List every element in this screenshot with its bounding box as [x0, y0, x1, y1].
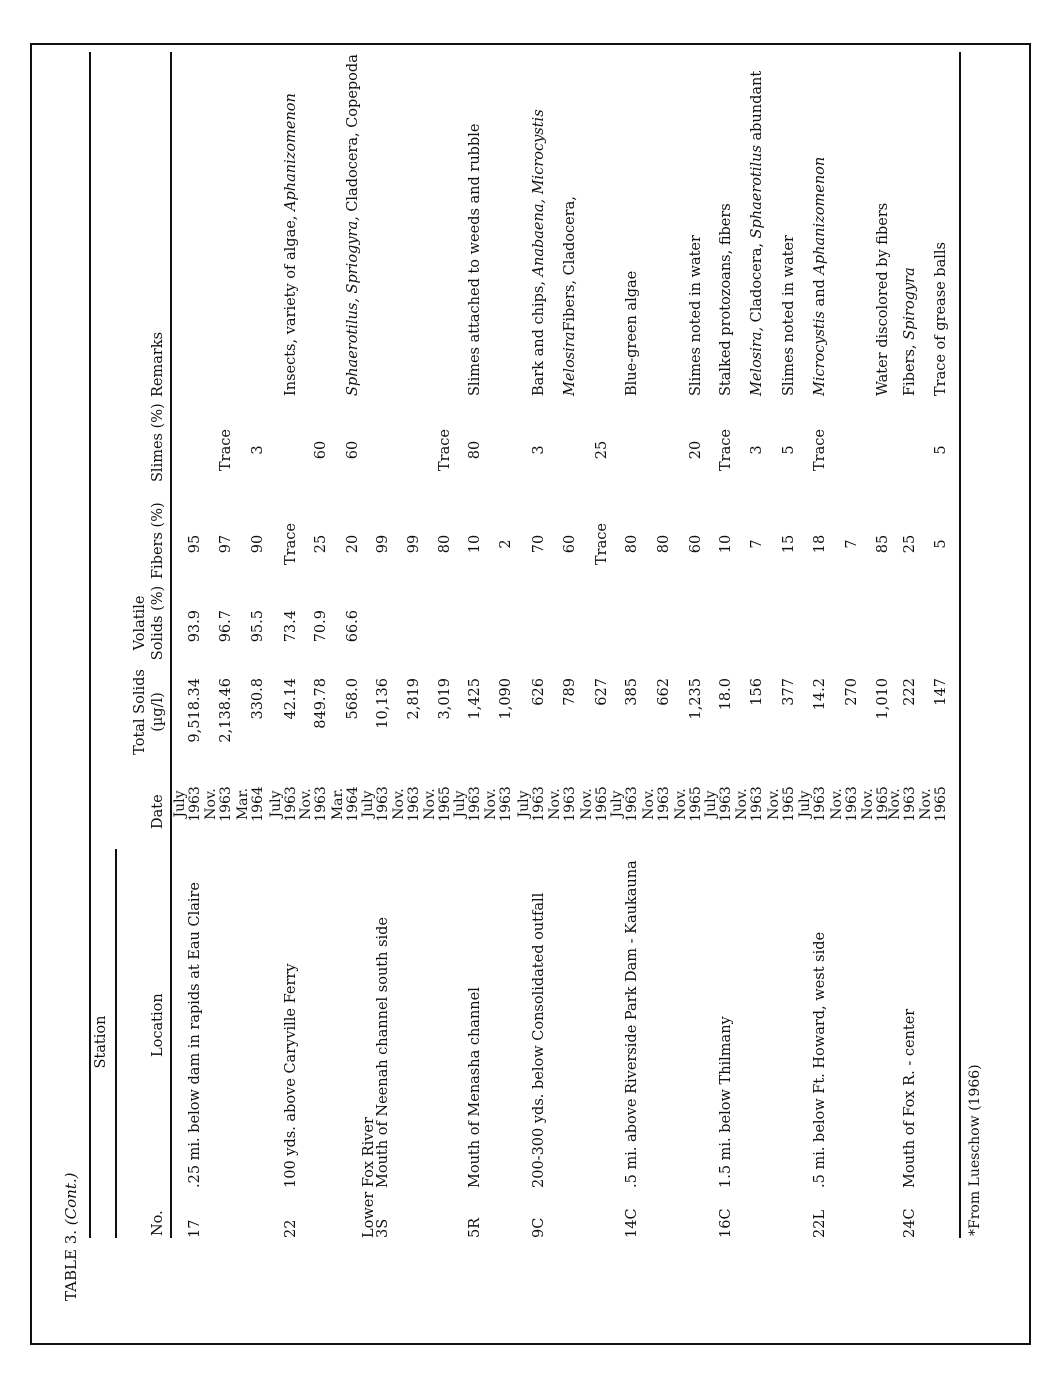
- date-month: July: [609, 790, 625, 818]
- table-cell-remarks: [689, 235, 704, 396]
- date-month: Nov.: [918, 788, 934, 820]
- date-year: 1963: [217, 786, 234, 822]
- table-cell-volatile-solids: 70.9: [313, 610, 329, 643]
- station-location: .25 mi. below dam in rapids at Eau Claire: [187, 881, 203, 1188]
- table-cell-fibers: 90: [250, 534, 266, 554]
- remarks-text: Melosira,: [749, 326, 765, 396]
- date-month: July: [360, 790, 376, 818]
- table-cell-slimes: 3: [250, 445, 266, 455]
- date-month: Nov.: [579, 788, 595, 820]
- date-year: 1963: [901, 786, 918, 822]
- station-no: 14C: [624, 1208, 640, 1238]
- date-year: 1965: [932, 786, 949, 822]
- remarks-text: Melosira: [562, 331, 578, 396]
- table-cell-total-solids: 9,518.34: [187, 678, 203, 743]
- table-cell-fibers: 15: [781, 534, 797, 554]
- table-cell-volatile-solids: 73.4: [283, 610, 299, 643]
- table-cell-remarks: [468, 124, 483, 396]
- table-cell-fibers: 85: [875, 534, 891, 554]
- date-year: 1963: [186, 786, 203, 822]
- remarks-text: Blue-green algae: [624, 270, 640, 396]
- table-cell-fibers: Trace: [594, 523, 610, 565]
- table-cell-total-solids: 2,138.46: [218, 678, 234, 743]
- station-no: 16C: [718, 1208, 734, 1238]
- date-year: 1963: [374, 786, 391, 822]
- rotated-table: [37, 42, 995, 1312]
- table-cell-remarks: [813, 157, 828, 396]
- table-cell-fibers: 2: [498, 539, 514, 549]
- table-cell-total-solids: 1,010: [875, 678, 891, 720]
- station-location: 100 yds. above Caryville Ferry: [283, 963, 299, 1188]
- remarks-text: Sphaerotilus: [749, 145, 765, 239]
- table-cell-slimes: Trace: [718, 429, 734, 471]
- station-location: Mouth of Neenah channel south side: [375, 916, 391, 1188]
- table-cell-remarks: [782, 235, 797, 396]
- top-rule: [89, 52, 91, 1238]
- table-row-date: [735, 776, 764, 832]
- table-cell-fibers: 70: [531, 534, 547, 554]
- table-cell-total-solids: 10,136: [375, 678, 391, 729]
- table-cell-fibers: 25: [902, 534, 918, 554]
- table-row-date: [269, 776, 298, 832]
- date-year: 1963: [405, 786, 422, 822]
- date-month: Nov.: [422, 788, 438, 820]
- table-row-date: [888, 776, 917, 832]
- table-cell-fibers: Trace: [283, 523, 299, 565]
- table-row-date: [423, 776, 452, 832]
- table-cell-remarks: [532, 109, 547, 396]
- table-cell-slimes: Trace: [812, 429, 828, 471]
- table-row-date: [548, 776, 577, 832]
- table-cell-volatile-solids: 66.6: [345, 610, 361, 643]
- table-cell-total-solids: 42.14: [283, 678, 299, 720]
- table-cell-fibers: 95: [187, 534, 203, 554]
- table-row-date: [392, 776, 421, 832]
- remarks-text: Insects, variety of algae,: [283, 210, 299, 396]
- table-cell-total-solids: 568.0: [345, 678, 361, 720]
- section-label: Lower Fox River: [361, 1117, 377, 1238]
- station-location: Mouth of Fox R. - center: [902, 1008, 918, 1188]
- table-cell-total-solids: 3,019: [437, 678, 453, 720]
- table-cell-total-solids: 626: [531, 678, 547, 706]
- header-no: No.: [150, 1210, 166, 1236]
- table-cell-fibers: 80: [656, 534, 672, 554]
- table-row-date: [299, 776, 328, 832]
- remarks-text: abundant: [749, 70, 765, 146]
- date-month: Mar.: [235, 787, 251, 821]
- date-month: July: [268, 790, 284, 818]
- date-month: Nov.: [734, 788, 750, 820]
- date-year: 1963: [655, 786, 672, 822]
- table-row-date: [580, 776, 609, 832]
- table-cell-total-solids: 330.8: [250, 678, 266, 720]
- header-remarks: Remarks: [150, 331, 166, 397]
- date-year: 1963: [466, 786, 483, 822]
- station-no: 24C: [902, 1208, 918, 1238]
- table-cell-fibers: 60: [688, 534, 704, 554]
- remarks-text: Water discolored by fibers: [875, 202, 891, 396]
- remarks-text: Aphanizomenon: [812, 156, 828, 275]
- table-row-date: [830, 776, 859, 832]
- date-month: July: [172, 790, 188, 818]
- date-year: 1963: [843, 786, 860, 822]
- station-no: 17: [187, 1219, 203, 1238]
- table-cell-total-solids: 662: [656, 678, 672, 706]
- station-location: .5 mi. below Ft. Howard, west side: [812, 931, 828, 1188]
- table-row-date: [204, 776, 233, 832]
- date-month: July: [703, 790, 719, 818]
- remarks-text: Aphanizomenon: [283, 93, 299, 211]
- table-cell-remarks: [719, 203, 734, 396]
- table-cell-fibers: 99: [375, 534, 391, 554]
- table-cell-slimes: 60: [313, 440, 329, 460]
- remarks-text: and: [812, 274, 828, 312]
- table-row-date: [704, 776, 733, 832]
- table-cell-total-solids: 222: [902, 678, 918, 706]
- remarks-text: Slimes noted in water: [781, 235, 797, 396]
- header-bottom-rule: [170, 52, 172, 1238]
- table-cell-slimes: 80: [467, 440, 483, 460]
- date-month: Nov.: [673, 788, 689, 820]
- date-month: July: [452, 790, 468, 818]
- table-cell-remarks: [750, 71, 765, 396]
- table-cell-remarks: [876, 203, 891, 396]
- remarks-text: Cladocera, Copepoda: [345, 54, 361, 217]
- remarks-text: Microcystis: [812, 311, 828, 396]
- footnote: *From Lueschow (1966): [967, 1064, 983, 1236]
- table-cell-fibers: 80: [437, 534, 453, 554]
- date-year: 1963: [312, 786, 329, 822]
- date-year: 1963: [282, 786, 299, 822]
- remarks-text: Cladocera,: [749, 238, 765, 327]
- table-cell-total-solids: 1,090: [498, 678, 514, 720]
- station-no: 3S: [375, 1218, 391, 1238]
- table-cell-volatile-solids: 95.5: [250, 610, 266, 643]
- table-cell-fibers: 7: [844, 539, 860, 549]
- table-cell-total-solids: 270: [844, 678, 860, 706]
- table-row-date: [674, 776, 703, 832]
- date-month: Nov.: [887, 788, 903, 820]
- date-year: 1964: [344, 786, 361, 822]
- table-cell-total-solids: 627: [594, 678, 610, 706]
- table-cell-total-solids: 789: [562, 678, 578, 706]
- table-cell-total-solids: 377: [781, 678, 797, 706]
- table-cell-fibers: 99: [406, 534, 422, 554]
- station-rule: [115, 849, 117, 1238]
- table-cell-remarks: [284, 93, 299, 396]
- table-cell-total-solids: 18.0: [718, 678, 734, 711]
- table-caption: TABLE 3. (Cont.): [62, 1172, 80, 1301]
- date-year: 1965: [874, 786, 891, 822]
- date-year: 1965: [780, 786, 797, 822]
- date-year: 1963: [717, 786, 734, 822]
- table-cell-volatile-solids: 96.7: [218, 610, 234, 643]
- table-row-date: [173, 776, 202, 832]
- table-cell-fibers: 80: [624, 534, 640, 554]
- table-row-date: [861, 776, 890, 832]
- date-month: Nov.: [860, 788, 876, 820]
- table-cell-fibers: 18: [812, 534, 828, 554]
- station-location: .5 mi. above Riverside Park Dam - Kaukauna: [624, 860, 640, 1188]
- header-location: Location: [150, 993, 166, 1057]
- table-cell-total-solids: 1,425: [467, 678, 483, 720]
- date-year: 1964: [249, 786, 266, 822]
- table-cell-total-solids: 1,235: [688, 678, 704, 720]
- table-cell-slimes: 25: [594, 440, 610, 460]
- table-row-date: [484, 776, 513, 832]
- table-row-date: [919, 776, 948, 832]
- header-station: Station: [93, 1015, 109, 1069]
- table-row-date: [767, 776, 796, 832]
- remarks-text: Sphaerotilus, Spriogyra,: [345, 216, 361, 396]
- table-cell-slimes: 5: [933, 445, 949, 455]
- table-cell-fibers: 60: [562, 534, 578, 554]
- station-location: 1.5 mi. below Thilmany: [718, 1016, 734, 1188]
- table-cell-fibers: 7: [749, 539, 765, 549]
- table-cell-slimes: 5: [781, 445, 797, 455]
- date-month: Nov.: [391, 788, 407, 820]
- table-row-date: [236, 776, 265, 832]
- station-no: 9C: [531, 1217, 547, 1238]
- remarks-text: Slimes attached to weeds and rubble: [467, 123, 483, 396]
- date-month: Nov.: [203, 788, 219, 820]
- table-row-date: [610, 776, 639, 832]
- table-cell-fibers: 20: [345, 534, 361, 554]
- table-cell-fibers: 25: [313, 534, 329, 554]
- remarks-text: Bark and chips,: [531, 276, 547, 396]
- table-row-date: [453, 776, 482, 832]
- remarks-text: Fibers,: [902, 339, 918, 396]
- table-cell-volatile-solids: 93.9: [187, 610, 203, 643]
- header-slimes: Slimes (%): [150, 403, 166, 482]
- date-year: 1963: [623, 786, 640, 822]
- table-cell-remarks: [903, 267, 918, 396]
- station-location: 200-300 yds. below Consolidated outfall: [531, 892, 547, 1188]
- table-cell-slimes: 60: [345, 440, 361, 460]
- table-cell-total-solids: 385: [624, 678, 640, 706]
- date-month: Nov.: [483, 788, 499, 820]
- table-row-date: [331, 776, 360, 832]
- remarks-text: Trace of grease balls: [933, 242, 949, 396]
- date-month: Nov.: [829, 788, 845, 820]
- date-year: 1965: [593, 786, 610, 822]
- table-row-date: [798, 776, 827, 832]
- table-cell-fibers: 10: [467, 534, 483, 554]
- station-no: 22: [283, 1219, 299, 1238]
- table-row-date: [642, 776, 671, 832]
- remarks-text: Slimes noted in water: [688, 235, 704, 396]
- table-cell-slimes: Trace: [437, 429, 453, 471]
- date-month: Nov.: [298, 788, 314, 820]
- date-year: 1965: [436, 786, 453, 822]
- remarks-text: Anabaena, Microcystis: [531, 109, 547, 277]
- table-row-date: [517, 776, 546, 832]
- table-cell-total-solids: 147: [933, 678, 949, 706]
- table-cell-remarks: [625, 271, 640, 396]
- remarks-text: Fibers, Cladocera,: [562, 196, 578, 332]
- date-year: 1963: [748, 786, 765, 822]
- header-volatile-solids: Volatile Solids (%): [132, 585, 166, 661]
- table-cell-fibers: 97: [218, 534, 234, 554]
- date-month: Nov.: [766, 788, 782, 820]
- date-month: July: [516, 790, 532, 818]
- table-cell-remarks: [563, 196, 578, 396]
- date-year: 1963: [561, 786, 578, 822]
- table-cell-total-solids: 14.2: [812, 678, 828, 711]
- date-year: 1963: [497, 786, 514, 822]
- date-year: 1963: [811, 786, 828, 822]
- table-cell-slimes: Trace: [218, 429, 234, 471]
- table-cell-slimes: 20: [688, 440, 704, 460]
- header-date: Date: [150, 794, 166, 829]
- table-cell-fibers: 5: [933, 539, 949, 549]
- date-year: 1963: [530, 786, 547, 822]
- station-no: 5R: [467, 1217, 483, 1238]
- station-location: Mouth of Menasha channel: [467, 987, 483, 1188]
- table-cell-total-solids: 849.78: [313, 678, 329, 729]
- header-total-solids: Total Solids (µg/l): [132, 669, 166, 755]
- header-fibers: Fibers (%): [150, 502, 166, 579]
- table-cell-total-solids: 156: [749, 678, 765, 706]
- remarks-text: Spirogyra: [902, 267, 918, 340]
- table-row-date: [361, 776, 390, 832]
- date-month: Nov.: [641, 788, 657, 820]
- date-month: Mar.: [330, 787, 346, 821]
- date-month: Nov.: [547, 788, 563, 820]
- station-no: 22L: [812, 1209, 828, 1238]
- table-cell-slimes: 3: [749, 445, 765, 455]
- bottom-rule: [959, 52, 961, 1238]
- table-cell-fibers: 10: [718, 534, 734, 554]
- remarks-text: Stalked protozoans, fibers: [718, 203, 734, 396]
- date-year: 1965: [687, 786, 704, 822]
- table-cell-remarks: [346, 54, 361, 396]
- date-month: July: [797, 790, 813, 818]
- table-cell-slimes: 3: [531, 445, 547, 455]
- table-cell-remarks: [934, 242, 949, 396]
- table-cell-total-solids: 2,819: [406, 678, 422, 720]
